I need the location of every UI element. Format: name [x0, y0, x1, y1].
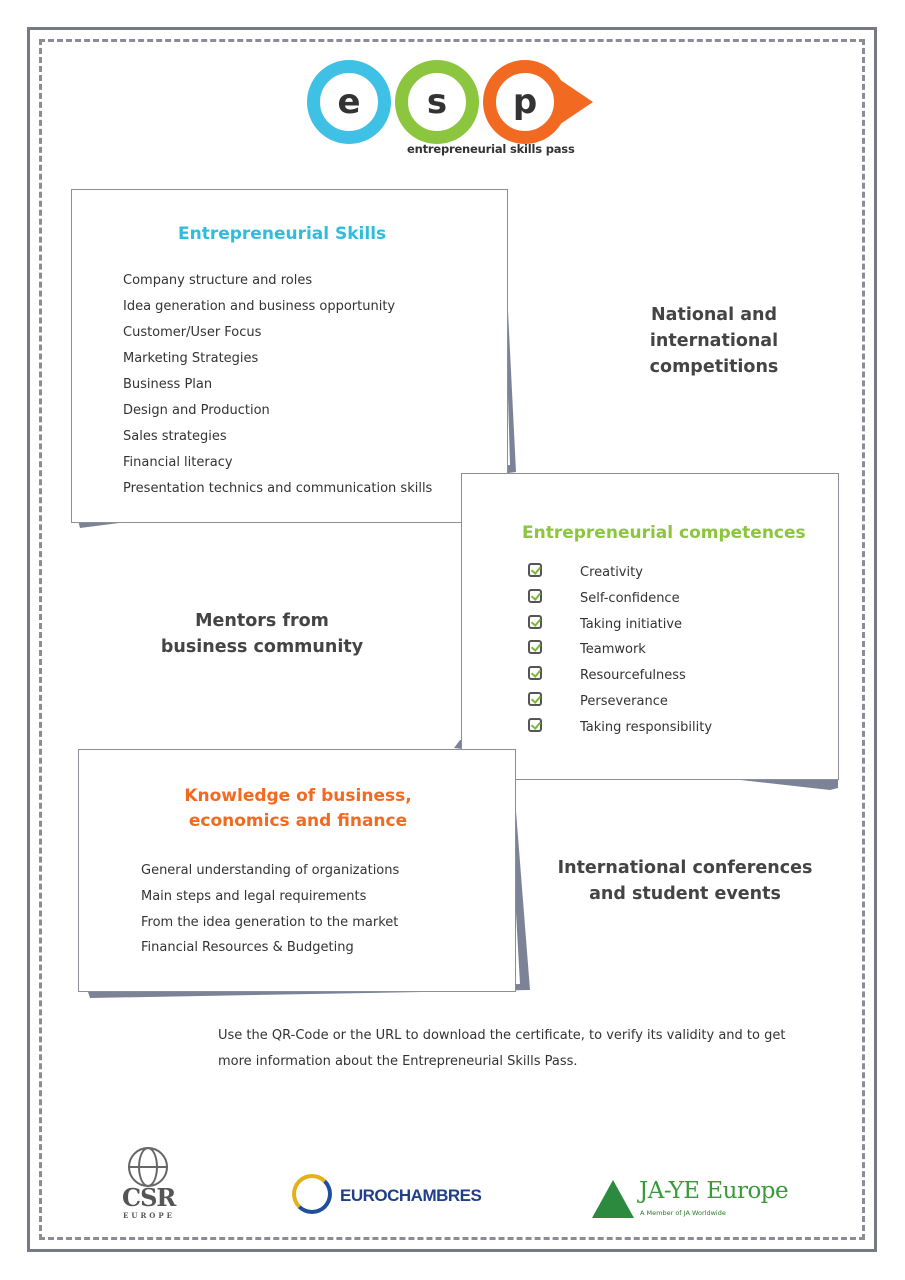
competence-label: Creativity — [580, 565, 643, 580]
esp-logo — [307, 60, 607, 164]
conferences-line2: and student events — [589, 884, 781, 904]
logo-tagline: entrepreneurial skills pass — [407, 142, 575, 156]
competences-card — [461, 473, 839, 780]
competence-label: Resourcefulness — [580, 668, 686, 684]
list-item — [528, 586, 788, 612]
list-item: Customer/User Focus — [123, 325, 262, 340]
list-item: Marketing Strategies — [123, 351, 259, 366]
competitions-line2: competitions — [649, 357, 779, 377]
competence-label: Perseverance — [580, 693, 668, 709]
list-item — [528, 560, 788, 586]
knowledge-title-line1: Knowledge of business, — [184, 786, 412, 806]
csr-europe-logo — [118, 1145, 182, 1225]
competence-label: Self-confidence — [580, 590, 680, 606]
eurochambres-ring-icon — [292, 1174, 332, 1214]
logo-letter-s: s — [395, 60, 479, 144]
jaye-logo-text: JA-YE Europe — [639, 1178, 789, 1204]
conferences-line1: International conferences — [557, 858, 813, 878]
skills-card — [71, 189, 508, 523]
competitions-line1: National and international — [649, 305, 779, 351]
logo-letter-e: e — [307, 60, 391, 144]
list-item: Financial Resources & Budgeting — [141, 940, 354, 956]
csr-logo-text: CSR — [122, 1183, 176, 1212]
jaye-logo-sub: A Member of JA Worldwide — [640, 1209, 726, 1217]
checkbox-checked-icon — [528, 718, 542, 732]
checkbox-checked-icon — [528, 563, 542, 577]
list-item — [528, 663, 788, 689]
knowledge-card-title — [79, 784, 517, 834]
mentors-line2: business community — [160, 637, 364, 657]
knowledge-card — [78, 749, 516, 992]
list-item: Business Plan — [123, 377, 213, 392]
list-item: Idea generation and business opportunity — [123, 299, 396, 314]
conferences-text — [545, 855, 825, 907]
list-item — [528, 612, 788, 638]
list-item: Company structure and roles — [123, 273, 313, 288]
list-item — [528, 689, 788, 715]
list-item: From the idea generation to the market — [141, 914, 399, 930]
jaye-europe-logo — [592, 1176, 802, 1222]
list-item — [528, 715, 788, 741]
list-item: Sales strategies — [123, 429, 227, 444]
eurochambres-logo-text: EUROCHAMBRES — [340, 1186, 482, 1205]
competence-label: Teamwork — [580, 642, 646, 658]
checkbox-checked-icon — [528, 589, 542, 603]
jaye-tree-icon — [592, 1180, 634, 1218]
skills-list — [123, 268, 432, 502]
checkbox-checked-icon — [528, 692, 542, 706]
competences-list — [528, 560, 788, 741]
competence-label: Taking initiative — [580, 616, 683, 632]
checkbox-checked-icon — [528, 640, 542, 654]
knowledge-title-line2: economics and finance — [188, 811, 408, 831]
list-item: Financial literacy — [123, 455, 233, 470]
mentors-line1: Mentors from — [195, 611, 329, 631]
footer-note: Use the QR-Code or the URL to download the certificate, to verify its validity and to get more information about the Entrepreneurial Skills Pass. — [218, 1028, 786, 1069]
skills-card-title: Entrepreneurial Skills — [178, 224, 387, 244]
checkbox-checked-icon — [528, 666, 542, 680]
globe-icon — [128, 1147, 168, 1187]
list-item: Presentation technics and communication skills — [123, 481, 433, 496]
competences-card-title: Entrepreneurial competences — [522, 523, 806, 543]
mentors-text — [132, 608, 392, 660]
checkbox-checked-icon — [528, 615, 542, 629]
list-item — [528, 637, 788, 663]
knowledge-list — [141, 858, 399, 961]
competence-label: Taking responsibility — [580, 719, 713, 735]
list-item: General understanding of organizations — [141, 863, 400, 878]
logo-letter-p: p — [483, 60, 567, 144]
competitions-text — [584, 302, 844, 380]
csr-logo-sub: EUROPE — [123, 1211, 175, 1220]
eurochambres-logo — [292, 1172, 482, 1220]
list-item: Main steps and legal requirements — [141, 888, 367, 904]
list-item: Design and Production — [123, 403, 270, 418]
